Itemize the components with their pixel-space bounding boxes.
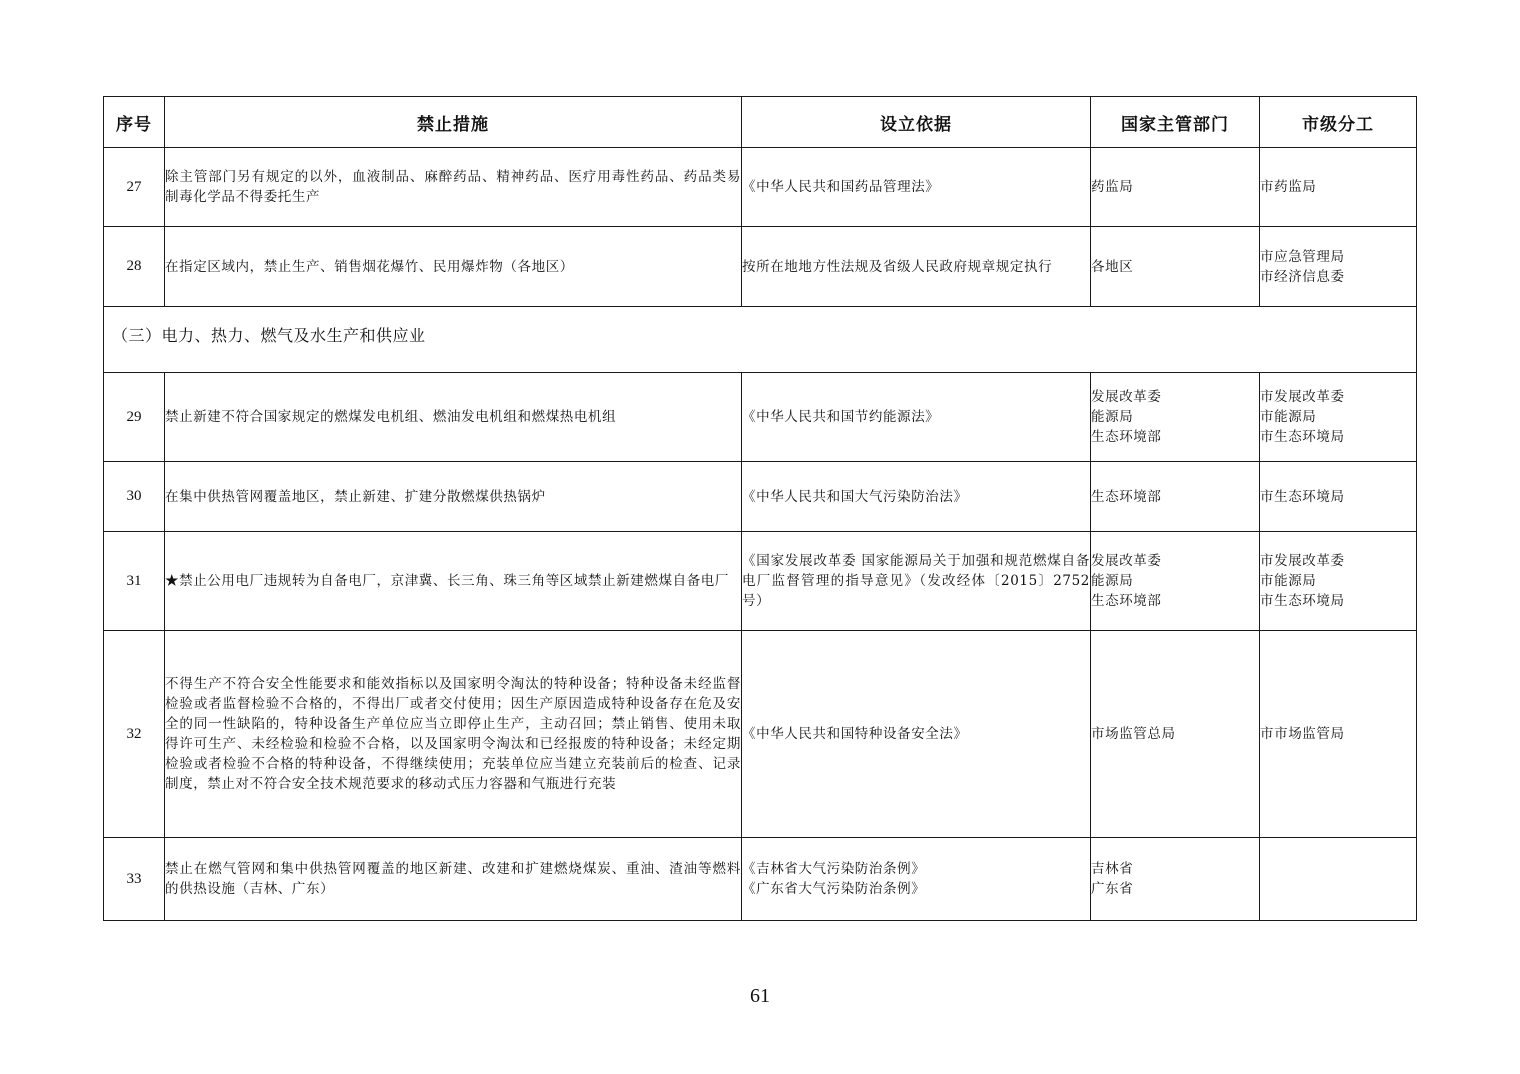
table-header-row xyxy=(104,97,1417,148)
national-dept: 药监局 xyxy=(1091,179,1134,195)
municipal-dept: 市生态环境局 xyxy=(1260,593,1345,609)
municipal-dept: 市能源局 xyxy=(1260,573,1317,589)
table-row xyxy=(104,227,1417,307)
table-row xyxy=(104,838,1417,921)
row-no: 33 xyxy=(104,838,165,921)
row-no: 30 xyxy=(104,462,165,532)
section-title: （三）电力、热力、燃气及水生产和供应业 xyxy=(104,307,1417,373)
row-basis: 《中华人民共和国节约能源法》 xyxy=(742,373,1091,462)
row-national xyxy=(1091,373,1260,462)
row-municipal xyxy=(1260,227,1417,307)
row-no: 27 xyxy=(104,148,165,227)
table-row xyxy=(104,373,1417,462)
row-national xyxy=(1091,631,1260,838)
row-no: 28 xyxy=(104,227,165,307)
section-heading-row xyxy=(104,307,1417,373)
row-measure: 在集中供热管网覆盖地区，禁止新建、扩建分散燃煤供热锅炉 xyxy=(165,462,742,532)
row-national xyxy=(1091,532,1260,631)
municipal-dept: 市发展改革委 xyxy=(1260,389,1345,405)
municipal-dept: 市能源局 xyxy=(1260,409,1317,425)
municipal-dept: 市生态环境局 xyxy=(1260,429,1345,445)
national-dept: 能源局 xyxy=(1091,573,1134,589)
national-dept: 各地区 xyxy=(1091,258,1134,275)
row-basis: 《国家发展改革委 国家能源局关于加强和规范燃煤自备电厂监督管理的指导意见》（发改经体〔2015〕2752号） xyxy=(742,532,1091,631)
national-dept: 发展改革委 xyxy=(1091,389,1162,405)
header-no: 序号 xyxy=(104,97,165,148)
row-national xyxy=(1091,462,1260,532)
row-no: 31 xyxy=(104,532,165,631)
basis-line: 《吉林省大气污染防治条例》 xyxy=(742,861,926,877)
row-municipal xyxy=(1260,148,1417,227)
national-dept: 能源局 xyxy=(1091,409,1134,425)
municipal-dept: 市发展改革委 xyxy=(1260,553,1345,569)
row-national xyxy=(1091,838,1260,921)
row-measure: ★禁止公用电厂违规转为自备电厂，京津冀、长三角、珠三角等区域禁止新建燃煤自备电厂 xyxy=(165,532,742,631)
municipal-dept: 市应急管理局 xyxy=(1260,248,1345,265)
row-basis: 《中华人民共和国药品管理法》 xyxy=(742,148,1091,227)
row-measure: 禁止在燃气管网和集中供热管网覆盖的地区新建、改建和扩建燃烧煤炭、重油、渣油等燃料的供热设施（吉林、广东） xyxy=(165,838,742,921)
municipal-dept: 市药监局 xyxy=(1260,179,1317,195)
table-row xyxy=(104,462,1417,532)
national-dept: 发展改革委 xyxy=(1091,553,1162,569)
row-measure: 禁止新建不符合国家规定的燃煤发电机组、燃油发电机组和燃煤热电机组 xyxy=(165,373,742,462)
row-municipal xyxy=(1260,631,1417,838)
row-national xyxy=(1091,148,1260,227)
page-number: 61 xyxy=(750,985,770,1007)
row-no: 29 xyxy=(104,373,165,462)
row-basis xyxy=(742,838,1091,921)
row-national xyxy=(1091,227,1260,307)
row-basis: 《中华人民共和国特种设备安全法》 xyxy=(742,631,1091,838)
municipal-dept: 市生态环境局 xyxy=(1260,488,1345,505)
table-row xyxy=(104,532,1417,631)
prohibition-table xyxy=(103,96,1417,921)
national-dept: 生态环境部 xyxy=(1091,593,1162,609)
row-basis: 按所在地地方性法规及省级人民政府规章规定执行 xyxy=(742,227,1091,307)
header-measure: 禁止措施 xyxy=(165,97,742,148)
national-dept: 市场监管总局 xyxy=(1091,726,1176,742)
row-municipal xyxy=(1260,838,1417,921)
row-municipal xyxy=(1260,532,1417,631)
row-municipal xyxy=(1260,373,1417,462)
row-basis: 《中华人民共和国大气污染防治法》 xyxy=(742,462,1091,532)
row-no: 32 xyxy=(104,631,165,838)
table-row xyxy=(104,148,1417,227)
row-measure: 除主管部门另有规定的以外，血液制品、麻醉药品、精神药品、医疗用毒性药品、药品类易制毒化学品不得委托生产 xyxy=(165,148,742,227)
municipal-dept: 市市场监管局 xyxy=(1260,726,1345,742)
basis-line: 《广东省大气污染防治条例》 xyxy=(742,881,926,897)
table-row xyxy=(104,631,1417,838)
municipal-dept: 市经济信息委 xyxy=(1260,268,1345,285)
national-dept: 广东省 xyxy=(1091,881,1134,897)
national-dept: 生态环境部 xyxy=(1091,429,1162,445)
national-dept: 生态环境部 xyxy=(1091,488,1162,505)
row-measure: 不得生产不符合安全性能要求和能效指标以及国家明令淘汰的特种设备；特种设备未经监督检验或者监督检验不合格的，不得出厂或者交付使用；因生产原因造成特种设备存在危及安全的同一性缺陷的，特种设备生产单位应当立即停止生产，主动召回；禁止销售、使用未取得许可生产、未经检验和检验不合格，以及国家明令淘汰和已经报废的特种设备；未经定期检验或者检验不合格的特种设备，不得继续使用；充装单位应当建立充装前后的检查、记录制度，禁止对不符合安全技术规范要求的移动式压力容器和气瓶进行充装 xyxy=(165,631,742,838)
header-national: 国家主管部门 xyxy=(1091,97,1260,148)
national-dept: 吉林省 xyxy=(1091,861,1134,877)
row-municipal xyxy=(1260,462,1417,532)
row-measure: 在指定区域内，禁止生产、销售烟花爆竹、民用爆炸物（各地区） xyxy=(165,227,742,307)
header-municipal: 市级分工 xyxy=(1260,97,1417,148)
header-basis: 设立依据 xyxy=(742,97,1091,148)
